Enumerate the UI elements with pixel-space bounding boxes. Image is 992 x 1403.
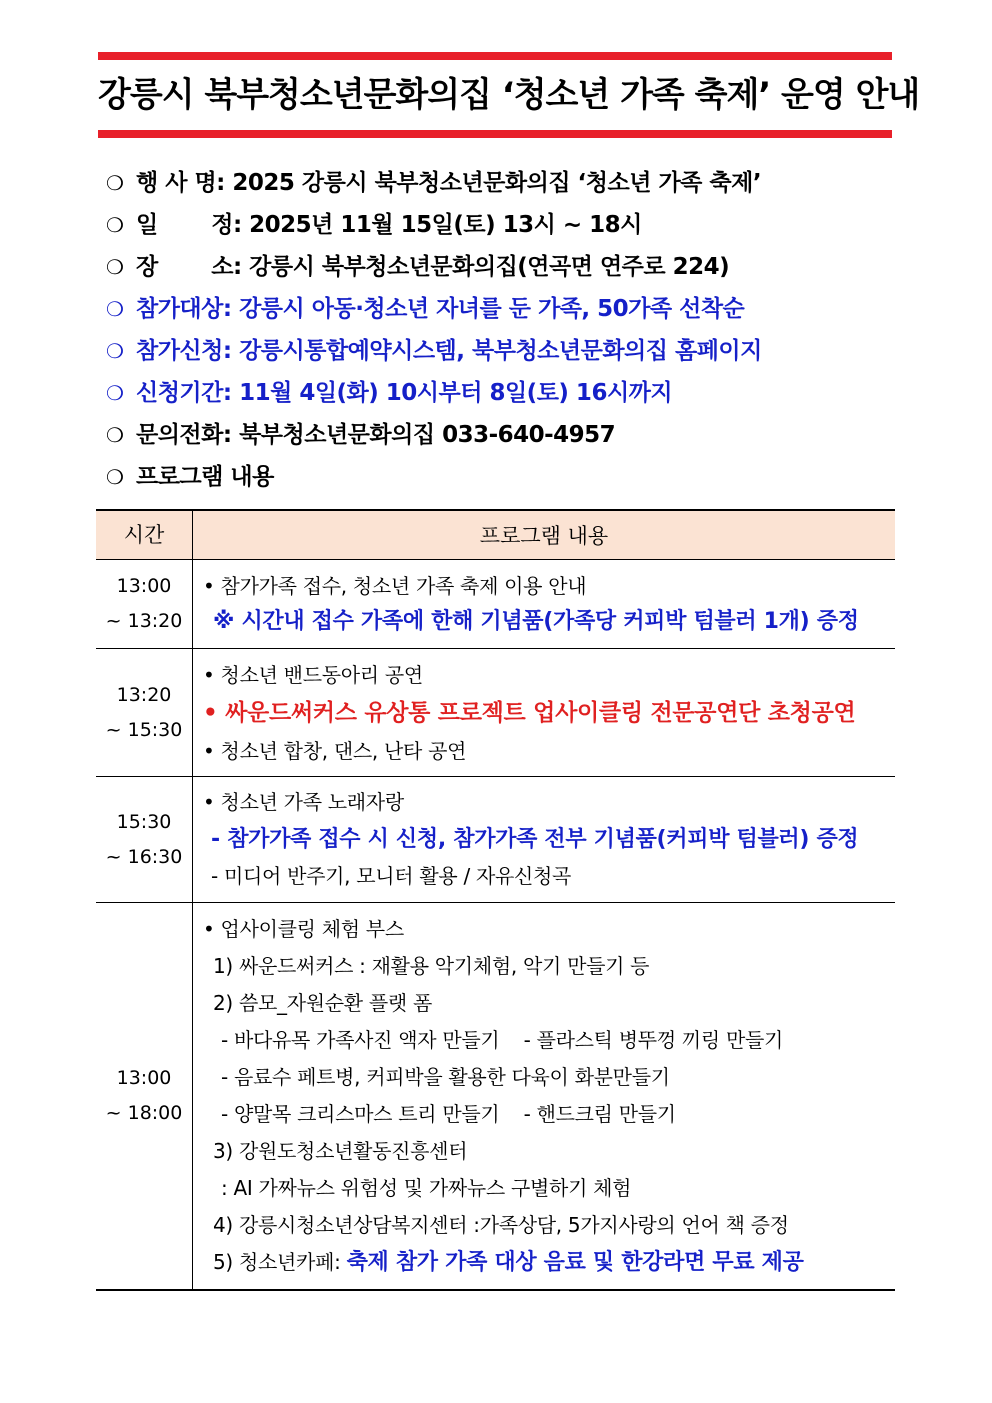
content-cell [193, 903, 896, 1290]
info-schedule [106, 204, 906, 246]
info-label: 신청기간: [136, 380, 232, 406]
time-end: ~ 16:30 [105, 845, 183, 868]
table-row [96, 649, 895, 777]
info-contact [106, 414, 906, 456]
cafe-highlight: 축제 참가 가족 대상 음료 및 한강라면 무료 제공 [346, 1249, 804, 1275]
content-line: 1) 싸운드써커스 : 재활용 악기체험, 악기 만들기 등 [213, 953, 650, 978]
info-value: 2025년 11월 15일(토) 13시 ~ 18시 [249, 212, 642, 238]
table-header-row [96, 510, 895, 560]
time-cell [96, 903, 193, 1290]
content-line-highlight: • 싸운드써커스 유상통 프로젝트 업사이클링 전문공연단 초청공연 [203, 699, 856, 726]
content-line-highlight: ※ 시간내 접수 가족에 한해 기념품(가족당 커피박 텀블러 1개) 증정 [213, 609, 859, 634]
time-start: 15:30 [116, 810, 172, 833]
info-value: 강릉시 아동·청소년 자녀를 둔 가족, 50가족 선착순 [239, 296, 745, 322]
info-apply-period [106, 372, 906, 414]
content-line: 4) 강릉시청소년상담복지센터 :가족상담, 5가지사랑의 언어 책 증정 [213, 1212, 789, 1237]
time-end: ~ 13:20 [105, 610, 183, 632]
content-cell [193, 560, 896, 649]
info-label: 프로그램 내용 [136, 464, 274, 490]
time-end: ~ 15:30 [105, 718, 183, 741]
content-cell [193, 649, 896, 777]
info-label: 문의전화: [136, 422, 232, 448]
event-info-list [106, 162, 906, 498]
info-target [106, 288, 906, 330]
content-line: • 청소년 가족 노래자랑 [203, 790, 404, 814]
content-line: • 청소년 합창, 댄스, 난타 공연 [203, 738, 467, 763]
header-content: 프로그램 내용 [193, 510, 896, 560]
title-top-rule [98, 52, 892, 60]
content-line [203, 1244, 894, 1281]
table-row [96, 777, 895, 903]
bullet-icon: ❍ [106, 213, 124, 237]
content-line: : AI 가짜뉴스 위험성 및 가짜뉴스 구별하기 체험 [221, 1175, 632, 1200]
content-line: 2) 씀모_자원순환 플랫 폼 [213, 990, 432, 1015]
time-end: ~ 18:00 [105, 1101, 183, 1124]
time-cell [96, 649, 193, 777]
info-label: 행 사 명: [136, 170, 225, 196]
info-value: 강릉시 북부청소년문화의집(연곡면 연주로 224) [249, 254, 730, 280]
page-title: 강릉시 북부청소년문화의집 ‘청소년 가족 축제’ 운영 안내 [98, 75, 920, 115]
time-cell [96, 777, 193, 903]
time-start: 13:20 [116, 683, 172, 706]
program-table [96, 509, 895, 1291]
header-time: 시간 [96, 510, 193, 560]
info-value: 북부청소년문화의집 033-640-4957 [239, 422, 616, 448]
info-label: 참가신청: [136, 338, 232, 364]
bullet-icon: ❍ [106, 255, 124, 279]
time-cell [96, 560, 193, 649]
bullet-icon: ❍ [106, 381, 124, 405]
content-line: • 참가가족 접수, 청소년 가족 축제 이용 안내 [203, 574, 587, 598]
content-line: • 청소년 밴드동아리 공연 [203, 662, 423, 687]
info-label: 참가대상: [136, 296, 232, 322]
time-start: 13:00 [116, 1066, 172, 1089]
content-line: • 업사이클링 체험 부스 [203, 916, 404, 941]
info-label: 장 소: [136, 254, 242, 280]
table-row [96, 903, 895, 1290]
time-start: 13:00 [116, 575, 172, 597]
content-line: - 미디어 반주기, 모니터 활용 / 자유신청곡 [211, 864, 572, 888]
title-bottom-rule [98, 130, 892, 138]
cafe-label: 5) 청소년카페: [213, 1249, 347, 1274]
bullet-icon: ❍ [106, 339, 124, 363]
content-line: - 바다유목 가족사진 액자 만들기 - 플라스틱 병뚜껑 끼링 만들기 [221, 1027, 784, 1052]
content-line: 3) 강원도청소년활동진흥센터 [213, 1138, 468, 1163]
info-apply [106, 330, 906, 372]
content-line: - 음료수 페트병, 커피박을 활용한 다육이 화분만들기 [221, 1064, 670, 1089]
info-value: 강릉시통합예약시스템, 북부청소년문화의집 홈페이지 [239, 338, 762, 364]
info-label: 일 정: [136, 212, 242, 238]
bullet-icon: ❍ [106, 423, 124, 447]
bullet-icon: ❍ [106, 171, 124, 195]
info-event-name [106, 162, 906, 204]
bullet-icon: ❍ [106, 465, 124, 489]
bullet-icon: ❍ [106, 297, 124, 321]
info-value: 2025 강릉시 북부청소년문화의집 ‘청소년 가족 축제’ [232, 170, 762, 196]
table-row [96, 560, 895, 649]
info-program-heading [106, 456, 906, 498]
content-line-highlight: - 참가가족 접수 시 신청, 참가가족 전부 기념품(커피박 텀블러) 증정 [211, 827, 859, 852]
content-cell [193, 777, 896, 903]
info-venue [106, 246, 906, 288]
content-line: - 양말목 크리스마스 트리 만들기 - 핸드크림 만들기 [221, 1101, 676, 1126]
info-value: 11월 4일(화) 10시부터 8일(토) 16시까지 [239, 380, 673, 406]
